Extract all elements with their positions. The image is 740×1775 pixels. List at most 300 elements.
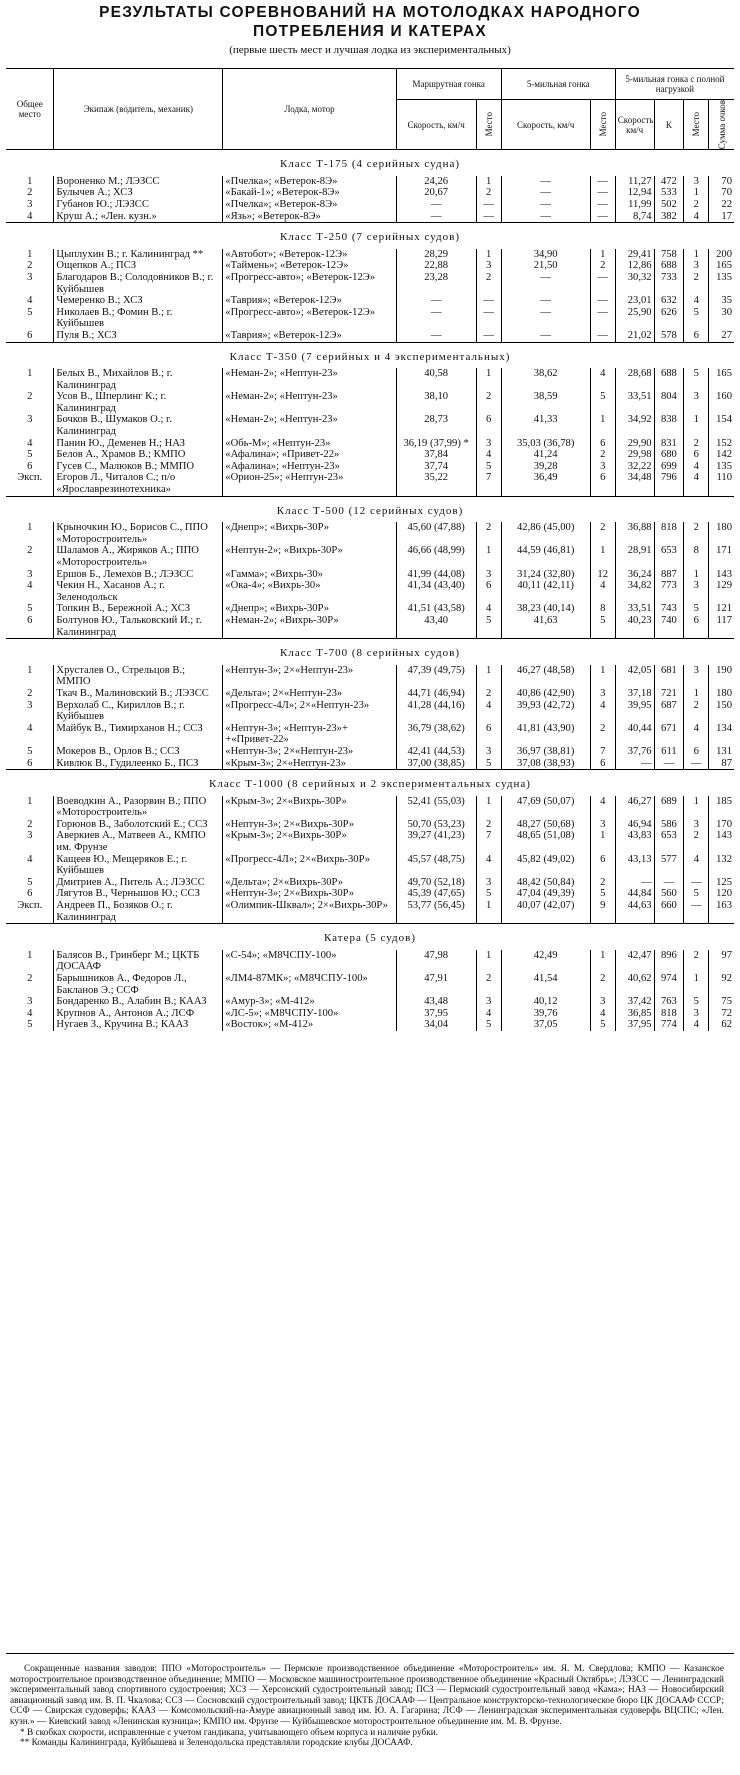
class-heading: Класс Т-500 (12 серийных судов)	[276, 504, 464, 517]
header-full-seat	[684, 100, 709, 150]
mile5-seat-cell: —	[590, 272, 615, 295]
class-heading-row	[6, 770, 734, 796]
full-seat-cell: 6	[684, 746, 709, 758]
footnote-double-star: ** Команды Калининграда, Куйбышева и Зеленодольска представляли городские клубы ДОСААФ.	[20, 1738, 413, 1749]
boat-cell: «Крым-3»; 2×«Вихрь-30Р»	[223, 830, 396, 853]
route-speed-cell: 43,48	[396, 996, 476, 1008]
k-cell: 688	[654, 368, 684, 391]
route-seat-cell: 5	[476, 615, 501, 639]
k-cell: 611	[654, 746, 684, 758]
mile5-seat-cell: 3	[590, 688, 615, 700]
sum-cell: 70	[721, 175, 732, 187]
crew-cell: Балясов В., Гринберг М.; ЦКТБ ДОСААФ	[54, 950, 223, 973]
crew-cell: Вороненко М.; ЛЭЗСС	[54, 176, 223, 188]
full-speed-cell: 37,76	[615, 746, 654, 758]
full-speed-cell: 43,83	[615, 830, 654, 853]
mile5-seat-cell: 1	[590, 545, 615, 568]
crew-cell: Панин Ю., Деменев Н.; НАЗ	[54, 438, 223, 450]
boat-cell: «Афалина»; «Нептун-23»	[223, 461, 396, 473]
table-row	[6, 854, 734, 877]
route-speed-cell: —	[396, 211, 476, 223]
full-seat-cell: 1	[684, 249, 709, 261]
boat-cell: «Бакай-1»; «Ветерок-8Э»	[223, 187, 396, 199]
full-seat-cell: 4	[684, 461, 709, 473]
route-speed-cell: 37,74	[396, 461, 476, 473]
crew-cell: Ершов Б., Лемехов В.; ЛЭЗСС	[54, 569, 223, 581]
table-row	[6, 1019, 734, 1031]
mile5-seat-cell: —	[590, 295, 615, 307]
k-cell: 472	[654, 176, 684, 188]
full-seat-cell: 5	[684, 368, 709, 391]
full-seat-cell: 2	[684, 438, 709, 450]
route-speed-cell: 28,73	[396, 414, 476, 437]
boat-cell: «Гамма»; «Вихрь-30»	[223, 569, 396, 581]
route-seat-cell: 1	[476, 368, 501, 391]
place-cell: 5	[6, 449, 54, 461]
class-heading-row	[6, 342, 734, 368]
header-route-seat	[476, 100, 501, 150]
crew-cell: Гусев С., Малюков В.; ММПО	[54, 461, 223, 473]
mile5-speed-cell: 47,04 (49,39)	[501, 888, 590, 900]
place-cell: 1	[6, 176, 54, 188]
route-speed-cell: 44,71 (46,94)	[396, 688, 476, 700]
place-cell: 5	[6, 1019, 54, 1031]
k-cell: 838	[654, 414, 684, 437]
boat-cell: «Орион-25»; «Нептун-23»	[223, 472, 396, 496]
full-seat-cell: 1	[684, 569, 709, 581]
boat-cell: «Крым-3»; 2×«Вихрь-30Р»	[223, 796, 396, 819]
route-speed-cell: —	[396, 307, 476, 330]
mile5-seat-cell: 2	[590, 449, 615, 461]
header-route-race: Маршрутная гонка	[396, 69, 501, 100]
sum-cell: 70	[721, 187, 732, 199]
mile5-speed-cell: 38,23 (40,14)	[501, 603, 590, 615]
boat-cell: «Автобот»; «Ветерок-12Э»	[223, 249, 396, 261]
full-seat-cell: 4	[684, 211, 709, 223]
route-seat-cell: —	[476, 295, 501, 307]
full-seat-cell: 1	[684, 414, 709, 437]
full-speed-cell: 34,82	[615, 580, 654, 603]
crew-cell: Аверкиев А., Матвеев А., КМПО им. Фрунзе	[54, 830, 223, 853]
k-cell: 887	[654, 569, 684, 581]
full-speed-cell: 25,90	[615, 307, 654, 330]
k-cell: 560	[654, 888, 684, 900]
k-cell: 586	[654, 819, 684, 831]
route-seat-cell: 2	[476, 688, 501, 700]
k-cell: 382	[654, 211, 684, 223]
mile5-seat-cell: —	[590, 330, 615, 342]
mile5-seat-cell: 2	[590, 522, 615, 545]
header-full-speed: Скорость, км/ч	[615, 100, 654, 150]
route-seat-cell: 5	[476, 461, 501, 473]
place-cell: 4	[6, 295, 54, 307]
mile5-speed-cell: 41,24	[501, 449, 590, 461]
route-speed-cell: 42,41 (44,53)	[396, 746, 476, 758]
k-cell: 774	[654, 1019, 684, 1031]
route-seat-cell: 7	[476, 472, 501, 496]
mile5-seat-cell: 4	[590, 700, 615, 723]
table-row	[6, 545, 734, 568]
mile5-seat-cell: 4	[590, 368, 615, 391]
class-heading: Класс Т-1000 (8 серийных и 2 экспериментальных судна)	[209, 778, 531, 791]
boat-cell: «Дельта»; 2×«Вихрь-30Р»	[223, 877, 396, 889]
footnote-star: * В скобках скорости, исправленные с учетом гандикапа, учитывающего объем корпуса и наличие рубки.	[20, 1727, 439, 1738]
route-seat-cell: 2	[476, 973, 501, 996]
route-seat-cell: 3	[476, 746, 501, 758]
mile5-speed-cell: 48,42 (50,84)	[501, 877, 590, 889]
route-speed-cell: 41,51 (43,58)	[396, 603, 476, 615]
full-seat-cell: 5	[684, 603, 709, 615]
full-seat-cell: 4	[684, 295, 709, 307]
boat-cell: «Таймень»; «Ветерок-12Э»	[223, 260, 396, 272]
header-full-seat-text: Место	[691, 112, 702, 137]
route-seat-cell: 1	[476, 249, 501, 261]
full-speed-cell: 37,42	[615, 996, 654, 1008]
k-cell: 699	[654, 461, 684, 473]
crew-cell: Воеводкин А., Разорвин В.; ППО «Моторостроитель»	[54, 796, 223, 819]
mile5-speed-cell: 41,81 (43,90)	[501, 723, 590, 746]
table-row	[6, 522, 734, 545]
sum-cell: 121	[716, 603, 732, 615]
boat-cell: «Неман-2»; «Вихрь-30Р»	[223, 615, 396, 639]
crew-cell: Хрусталев О., Стрельцов В.; ММПО	[54, 665, 223, 688]
mile5-seat-cell: 5	[590, 888, 615, 900]
mile5-seat-cell: 12	[590, 569, 615, 581]
k-cell: 578	[654, 330, 684, 342]
crew-cell: Бондаренко В., Алабин В.; КААЗ	[54, 996, 223, 1008]
sum-cell: 87	[721, 757, 732, 769]
mile5-speed-cell: —	[501, 272, 590, 295]
crew-cell: Ощепков А.; ПСЗ	[54, 260, 223, 272]
mile5-speed-cell: 41,63	[501, 615, 590, 639]
k-cell: 743	[654, 603, 684, 615]
route-seat-cell: 1	[476, 665, 501, 688]
mile5-speed-cell: 31,24 (32,80)	[501, 569, 590, 581]
route-seat-cell: 5	[476, 758, 501, 770]
full-speed-cell: 40,62	[615, 973, 654, 996]
sum-cell: 152	[716, 437, 732, 449]
sum-cell: 72	[721, 1007, 732, 1019]
sum-cell: 131	[716, 745, 732, 757]
route-speed-cell: 39,27 (41,23)	[396, 830, 476, 853]
k-cell: 740	[654, 615, 684, 639]
full-speed-cell: 46,94	[615, 819, 654, 831]
sum-cell: 190	[716, 664, 732, 676]
table-row	[6, 580, 734, 603]
mile5-seat-cell: 1	[590, 950, 615, 973]
boat-cell: «Дельта»; 2×«Нептун-23»	[223, 688, 396, 700]
place-cell: 6	[6, 758, 54, 770]
mile5-speed-cell: 38,59	[501, 391, 590, 414]
mile5-speed-cell: 21,50	[501, 260, 590, 272]
table-row	[6, 900, 734, 924]
place-cell: 4	[6, 1008, 54, 1020]
mile5-seat-cell: 1	[590, 665, 615, 688]
crew-cell: Лягутов В., Чернышов Ю.; ССЗ	[54, 888, 223, 900]
crew-cell: Крупнов А., Антонов А.; ЛСФ	[54, 1008, 223, 1020]
mile5-seat-cell: 2	[590, 723, 615, 746]
full-speed-cell: 32,22	[615, 461, 654, 473]
route-seat-cell: —	[476, 199, 501, 211]
sum-cell: 185	[716, 795, 732, 807]
full-speed-cell: 12,86	[615, 260, 654, 272]
mile5-seat-cell: —	[590, 199, 615, 211]
route-seat-cell: 5	[476, 1019, 501, 1031]
place-cell: 6	[6, 461, 54, 473]
place-cell: 2	[6, 260, 54, 272]
mile5-speed-cell: —	[501, 211, 590, 223]
route-speed-cell: 35,22	[396, 472, 476, 496]
k-cell: 502	[654, 199, 684, 211]
mile5-seat-cell: 3	[590, 996, 615, 1008]
sum-cell: 97	[721, 949, 732, 961]
crew-cell: Пуля В.; ХСЗ	[54, 330, 223, 342]
mile5-speed-cell: —	[501, 187, 590, 199]
k-cell: 681	[654, 665, 684, 688]
route-speed-cell: 38,10	[396, 391, 476, 414]
route-speed-cell: 28,29	[396, 249, 476, 261]
route-seat-cell: 6	[476, 580, 501, 603]
class-heading-row	[6, 924, 734, 950]
route-seat-cell: 6	[476, 723, 501, 746]
route-seat-cell: 1	[476, 950, 501, 973]
k-cell: 632	[654, 295, 684, 307]
place-cell: 4	[6, 723, 54, 746]
route-seat-cell: 4	[476, 1008, 501, 1020]
route-speed-cell: 47,39 (49,75)	[396, 665, 476, 688]
table-row	[6, 973, 734, 996]
full-seat-cell: 3	[684, 819, 709, 831]
mile5-speed-cell: 42,86 (45,00)	[501, 522, 590, 545]
full-seat-cell: 2	[684, 830, 709, 853]
sum-cell: 120	[716, 888, 732, 900]
route-speed-cell: 43,40	[396, 615, 476, 639]
mile5-speed-cell: —	[501, 330, 590, 342]
mile5-seat-cell: 2	[590, 260, 615, 272]
class-heading: Катера (5 судов)	[323, 932, 417, 945]
header-5mile-race: 5-мильная гонка	[501, 69, 615, 100]
place-cell: 1	[6, 796, 54, 819]
place-cell: 2	[6, 973, 54, 996]
full-seat-cell: 2	[684, 700, 709, 723]
crew-cell: Цыплухин В.; г. Калининград **	[54, 249, 223, 261]
table-row	[6, 187, 734, 199]
mile5-seat-cell: 2	[590, 973, 615, 996]
crew-cell: Барышников А., Федоров Л., Бакланов Э.; ССФ	[54, 973, 223, 996]
mile5-speed-cell: 48,27 (50,68)	[501, 819, 590, 831]
mile5-seat-cell: 4	[590, 796, 615, 819]
route-speed-cell: 37,00 (38,85)	[396, 758, 476, 770]
place-cell: 5	[6, 746, 54, 758]
mile5-seat-cell: —	[590, 307, 615, 330]
crew-cell: Дмитриев А., Питель А.; ЛЭЗСС	[54, 877, 223, 889]
place-cell: 3	[6, 996, 54, 1008]
abbreviations-note: Сокращенные названия заводов: ППО «Моторостроитель» — Пермское производственное объединение «Моторостроитель» им. Я. М. Свердлова; КМПО — Казанское моторостроительное производственное объединение; ММПО — Московское машиностроительное производственное объединение «Красный Октябрь»; ЛЭЗСС — Ленинградский экспериментальный завод спортивного судостроения; ХСЗ — Херсонский судостроительный завод; ПСЗ — Пермский судостроительный завод «Кама»; НАЗ — Новосибирский авиационный завод им. В. П. Чкалова; ССЗ — Сосновский судостроительный завод; ЦКТБ ДОСААФ — Центральное конструкторско-технологическое бюро ЦК ДОСААФ СССР; ССФ — Свирская судоверфь; КААЗ — Комсомольский-на-Амуре авиационный завод им. Ю. А. Гагарина; ЛСФ — Ленинградская экспериментальная судоверфь ВЦСПС; «Лен. кузн.» — Киевский завод «Ленинская кузница»; КМПО им. Фрунзе — Куйбышевское моторостроительное объединение им. М. В. Фрунзе.	[10, 1664, 724, 1727]
mile5-seat-cell: 1	[590, 249, 615, 261]
header-k: К	[654, 100, 684, 150]
full-seat-cell: 5	[684, 996, 709, 1008]
k-cell: 626	[654, 307, 684, 330]
sum-cell: 129	[716, 580, 732, 592]
k-cell: 763	[654, 996, 684, 1008]
table-row	[6, 796, 734, 819]
mile5-speed-cell: 41,54	[501, 973, 590, 996]
k-cell: 653	[654, 545, 684, 568]
full-speed-cell: 44,63	[615, 900, 654, 924]
route-speed-cell: 45,60 (47,88)	[396, 522, 476, 545]
header-5mile-speed: Скорость, км/ч	[501, 100, 590, 150]
full-seat-cell: —	[684, 900, 709, 924]
full-seat-cell: —	[684, 877, 709, 889]
k-cell: 773	[654, 580, 684, 603]
crew-cell: Майбук В., Тимирханов Н.; ССЗ	[54, 723, 223, 746]
place-cell: 5	[6, 603, 54, 615]
k-cell: 689	[654, 796, 684, 819]
mile5-speed-cell: 40,12	[501, 996, 590, 1008]
full-seat-cell: 4	[684, 723, 709, 746]
mile5-seat-cell: 7	[590, 746, 615, 758]
sum-cell: 17	[721, 210, 732, 222]
place-cell: 1	[6, 249, 54, 261]
mile5-speed-cell: 38,62	[501, 368, 590, 391]
table-row	[6, 472, 734, 496]
route-seat-cell: 4	[476, 854, 501, 877]
mile5-speed-cell: 39,76	[501, 1008, 590, 1020]
table-row	[6, 211, 734, 223]
route-speed-cell: 53,77 (56,45)	[396, 900, 476, 924]
k-cell: 796	[654, 472, 684, 496]
full-speed-cell: 37,95	[615, 1019, 654, 1031]
boat-cell: «Прогресс-авто»; «Ветерок-12Э»	[223, 307, 396, 330]
mile5-seat-cell: —	[590, 211, 615, 223]
place-cell: 6	[6, 330, 54, 342]
mile5-seat-cell: —	[590, 176, 615, 188]
mile5-speed-cell: 37,08 (38,93)	[501, 758, 590, 770]
full-seat-cell: 6	[684, 449, 709, 461]
full-speed-cell: 30,32	[615, 272, 654, 295]
full-seat-cell: —	[684, 758, 709, 770]
boat-cell: «Таврия»; «Ветерок-12Э»	[223, 330, 396, 342]
route-seat-cell: 4	[476, 449, 501, 461]
route-speed-cell: 36,79 (38,62)	[396, 723, 476, 746]
crew-cell: Андреев П., Бозяков О.; г. Калининград	[54, 900, 223, 924]
mile5-seat-cell: 4	[590, 1008, 615, 1020]
table-row	[6, 438, 734, 450]
mile5-seat-cell: 1	[590, 414, 615, 437]
place-cell: 6	[6, 888, 54, 900]
table-row	[6, 665, 734, 688]
k-cell: 804	[654, 391, 684, 414]
full-speed-cell: —	[615, 758, 654, 770]
crew-cell: Круш А.; «Лен. кузн.»	[54, 211, 223, 223]
table-row	[6, 330, 734, 342]
sum-cell: 160	[716, 391, 732, 403]
place-cell: 1	[6, 665, 54, 688]
route-seat-cell: 2	[476, 819, 501, 831]
route-speed-cell: 41,34 (43,40)	[396, 580, 476, 603]
place-cell: 4	[6, 580, 54, 603]
full-speed-cell: 43,13	[615, 854, 654, 877]
boat-cell: «Таврия»; «Ветерок-12Э»	[223, 295, 396, 307]
mile5-speed-cell: 34,90	[501, 249, 590, 261]
crew-cell: Благодаров В.; Солодовников В.; г. Куйбышев	[54, 272, 223, 295]
full-seat-cell: 6	[684, 330, 709, 342]
mile5-speed-cell: 46,27 (48,58)	[501, 665, 590, 688]
sum-cell: 165	[716, 368, 732, 380]
route-seat-cell: 2	[476, 187, 501, 199]
full-speed-cell: 29,90	[615, 438, 654, 450]
full-seat-cell: 2	[684, 199, 709, 211]
class-heading-row	[6, 223, 734, 249]
full-seat-cell: 1	[684, 796, 709, 819]
k-cell: —	[654, 877, 684, 889]
k-cell: 660	[654, 900, 684, 924]
crew-cell: Белых В., Михайлов В.; г. Калининград	[54, 368, 223, 391]
k-cell: 671	[654, 723, 684, 746]
full-speed-cell: 36,88	[615, 522, 654, 545]
boat-cell: «Прогресс-авто»; «Ветерок-12Э»	[223, 272, 396, 295]
table-row	[6, 249, 734, 261]
table-row	[6, 950, 734, 973]
crew-cell: Николаев В.; Фомин В.; г. Куйбышев	[54, 307, 223, 330]
sum-cell: 35	[721, 295, 732, 307]
boat-cell: «Нептун-3»; 2×«Вихрь-30Р»	[223, 888, 396, 900]
route-speed-cell: 50,70 (53,23)	[396, 819, 476, 831]
mile5-seat-cell: 6	[590, 472, 615, 496]
k-cell: 733	[654, 272, 684, 295]
route-seat-cell: 6	[476, 414, 501, 437]
full-speed-cell: 34,92	[615, 414, 654, 437]
crew-cell: Кащеев Ю., Мещеряков Е.; г. Куйбышев	[54, 854, 223, 877]
crew-cell: Губанов Ю.; ЛЭЗСС	[54, 199, 223, 211]
boat-cell: «Пчелка»; «Ветерок-8Э»	[223, 199, 396, 211]
sum-cell: 180	[716, 687, 732, 699]
footnotes	[10, 1664, 724, 1749]
full-speed-cell: 33,51	[615, 391, 654, 414]
route-speed-cell: 45,39 (47,65)	[396, 888, 476, 900]
mile5-seat-cell: 5	[590, 1019, 615, 1031]
boat-cell: «Амур-3»; «М-412»	[223, 996, 396, 1008]
k-cell: 687	[654, 700, 684, 723]
full-seat-cell: 4	[684, 854, 709, 877]
boat-cell: «Днепр»; «Вихрь-30Р»	[223, 522, 396, 545]
full-seat-cell: 1	[684, 187, 709, 199]
crew-cell: Усов В., Шперлинг К.; г. Калининград	[54, 391, 223, 414]
place-cell: 3	[6, 569, 54, 581]
header-route-speed: Скорость, км/ч	[396, 100, 476, 150]
full-speed-cell: 28,68	[615, 368, 654, 391]
place-cell: 4	[6, 854, 54, 877]
crew-cell: Нугаев З., Кручина В.; КААЗ	[54, 1019, 223, 1031]
mile5-speed-cell: 40,86 (42,90)	[501, 688, 590, 700]
table-row	[6, 746, 734, 758]
full-speed-cell: 42,05	[615, 665, 654, 688]
crew-cell: Мокеров В., Орлов В.; ССЗ	[54, 746, 223, 758]
full-seat-cell: 3	[684, 176, 709, 188]
table-row	[6, 830, 734, 853]
sum-cell: 170	[716, 818, 732, 830]
class-heading: Класс Т-175 (4 серийных судна)	[279, 158, 461, 171]
boat-cell: «Восток»; «М-412»	[223, 1019, 396, 1031]
table-row	[6, 449, 734, 461]
mile5-seat-cell: —	[590, 187, 615, 199]
mile5-speed-cell: 45,82 (49,02)	[501, 854, 590, 877]
mile5-seat-cell: 3	[590, 819, 615, 831]
place-cell: 1	[6, 368, 54, 391]
route-seat-cell: 2	[476, 522, 501, 545]
mile5-seat-cell: 2	[590, 877, 615, 889]
boat-cell: «Нептун-3»; 2×«Вихрь-30Р»	[223, 819, 396, 831]
